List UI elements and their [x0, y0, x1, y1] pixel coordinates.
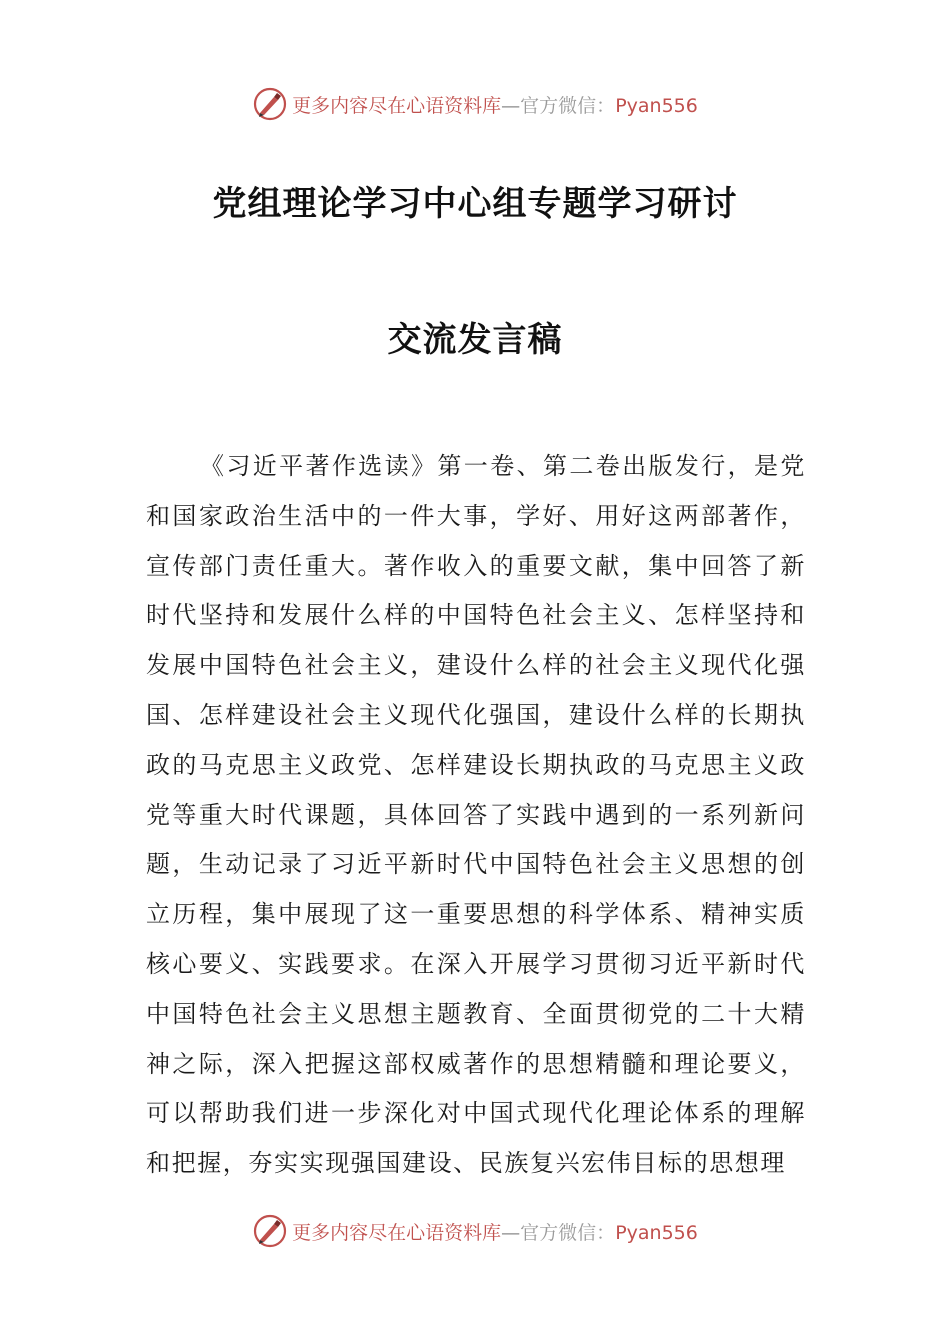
header-banner	[0, 84, 950, 124]
banner-text	[292, 91, 698, 118]
document-title-line-2: 交流发言稿	[387, 320, 563, 360]
banner-promo: 更多内容尽在心语资料库	[292, 1221, 502, 1244]
document-title-line-1: 党组理论学习中心组专题学习研讨	[212, 184, 738, 224]
pen-logo-icon	[252, 86, 288, 122]
banner-separator: —	[501, 1221, 521, 1244]
banner-wechat-label: 官方微信：	[520, 1221, 616, 1244]
pen-logo-icon	[252, 1213, 288, 1249]
banner-wechat-id: Pyan556	[615, 1221, 698, 1244]
banner-text	[292, 1218, 698, 1245]
banner-promo: 更多内容尽在心语资料库	[292, 94, 502, 117]
body-paragraph: 《习近平著作选读》第一卷、第二卷出版发行，是党和国家政治生活中的一件大事，学好、用好这两部著作，宣传部门责任重大。著作收入的重要文献，集中回答了新时代坚持和发展什么样的中国特色社会主义、怎样坚持和发展中国特色社会主义，建设什么样的社会主义现代化强国、怎样建设社会主义现代化强国，建设什么样的长期执政的马克思主义政党、怎样建设长期执政的马克思主义政党等重大时代课题，具体回答了实践中遇到的一系列新问题，生动记录了习近平新时代中国特色社会主义思想的创立历程，集中展现了这一重要思想的科学体系、精神实质核心要义、实践要求。在深入开展学习贯彻习近平新时代中国特色社会主义思想主题教育、全面贯彻党的二十大精神之际，深入把握这部权威著作的思想精髓和理论要义，可以帮助我们进一步深化对中国式现代化理论体系的理解和把握，夯实实现强国建设、民族复兴宏伟目标的思想理	[146, 452, 806, 1178]
banner-wechat-id: Pyan556	[615, 94, 698, 117]
banner-separator: —	[501, 94, 521, 117]
banner-wechat-label: 官方微信：	[520, 94, 616, 117]
footer-banner	[0, 1211, 950, 1251]
